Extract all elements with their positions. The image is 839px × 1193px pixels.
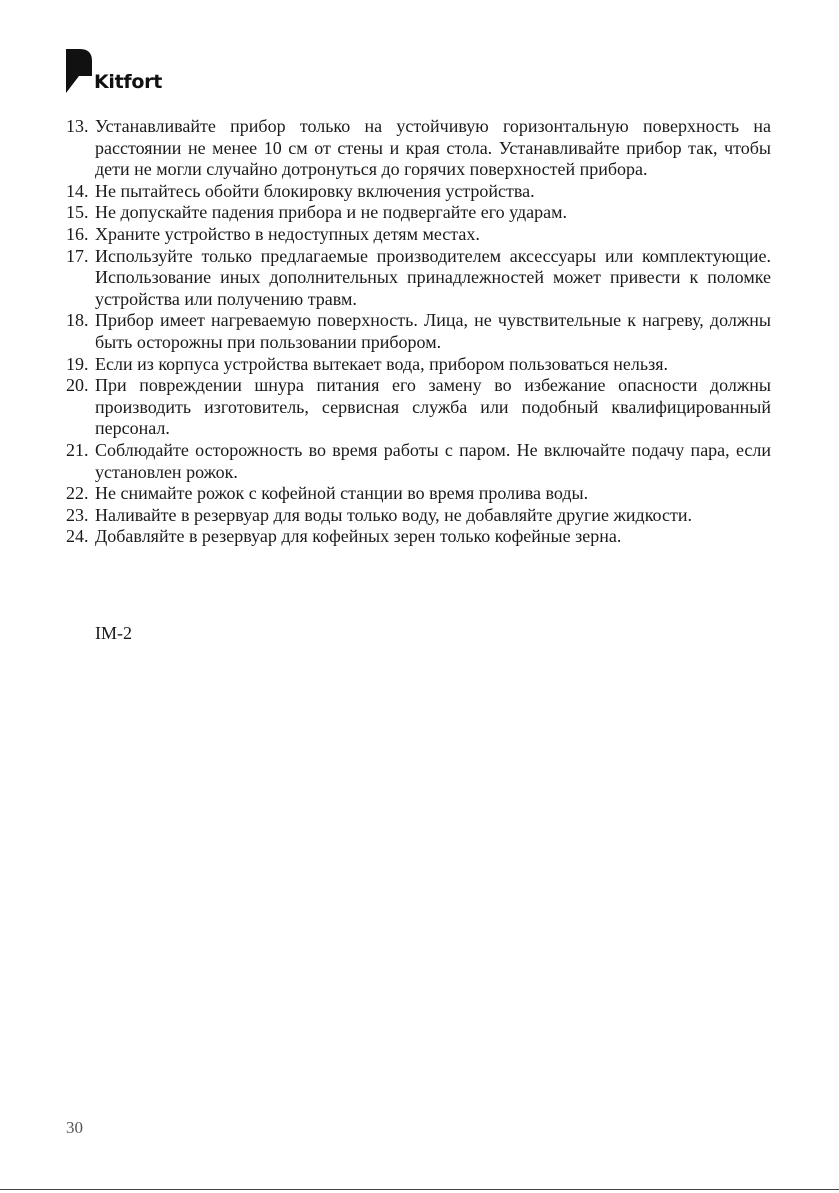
instruction-text: Не допускайте падения прибора и не подвергайте его ударам. [95,202,568,223]
instruction-number: 13. [66,116,89,136]
instruction-item [66,310,771,353]
instruction-text: Устанавливайте прибор только на устойчивую горизонтальную поверхность на расстоянии не менее 10 см от стены и края стола. Устанавливайте прибор так, чтобы дети не могли случайно дотронуться до горячих поверхностей прибора. [95,116,771,180]
kitfort-flag-icon [66,49,92,93]
page-number: 30 [66,1118,83,1137]
instruction-text: Если из корпуса устройства вытекает вода, прибором пользоваться нельзя. [95,353,668,374]
instruction-number: 15. [66,202,89,223]
instruction-number: 19. [66,353,89,374]
instruction-number: 23. [66,504,89,525]
instruction-item [66,224,771,246]
instruction-number: 20. [66,375,89,396]
instruction-item [66,246,771,311]
instruction-item [66,181,771,203]
instruction-number: 24. [66,526,89,547]
instruction-item [66,354,771,376]
instruction-text: При повреждении шнура питания его замену во избежание опасности должны производить изготовитель, сервисная служба или подобный квалифицированный персонал. [95,375,771,439]
instruction-item [66,526,771,548]
instruction-item [66,483,771,505]
brand-name: Kitfort [94,71,162,93]
instruction-item [66,375,771,440]
instruction-text: Не пытайтесь обойти блокировку включения устройства. [95,180,535,201]
instruction-number: 14. [66,180,89,201]
instruction-text: Храните устройство в недоступных детям местах. [95,223,480,244]
instruction-text: Соблюдайте осторожность во время работы с паром. Не включайте подачу пара, если установлен рожок. [95,439,771,482]
instruction-text: Используйте только предлагаемые производителем аксессуары или комплектующие. Использование иных дополнительных принадлежностей может привести к поломке устройства или получению травм. [95,245,771,309]
instruction-item [66,440,771,483]
safety-instructions-list [66,116,771,548]
instruction-number: 16. [66,223,89,244]
instruction-item [66,202,771,224]
brand-logo [66,49,162,93]
instruction-text: Не снимайте рожок с кофейной станции во время пролива воды. [95,483,589,504]
instruction-item [66,505,771,527]
instruction-text: Прибор имеет нагреваемую поверхность. Лица, не чувствительные к нагреву, должны быть осторожны при пользовании прибором. [95,310,771,352]
instruction-number: 21. [66,439,89,460]
bottom-rule [0,1189,839,1190]
instruction-number: 22. [66,483,89,504]
instruction-number: 18. [66,310,89,331]
model-code: IM-2 [95,623,132,643]
instruction-item [66,116,771,181]
instruction-number: 17. [66,245,89,266]
instruction-text: Добавляйте в резервуар для кофейных зерен только кофейные зерна. [95,526,622,547]
instruction-text: Наливайте в резервуар для воды только воду, не добавляйте другие жидкости. [95,504,692,525]
